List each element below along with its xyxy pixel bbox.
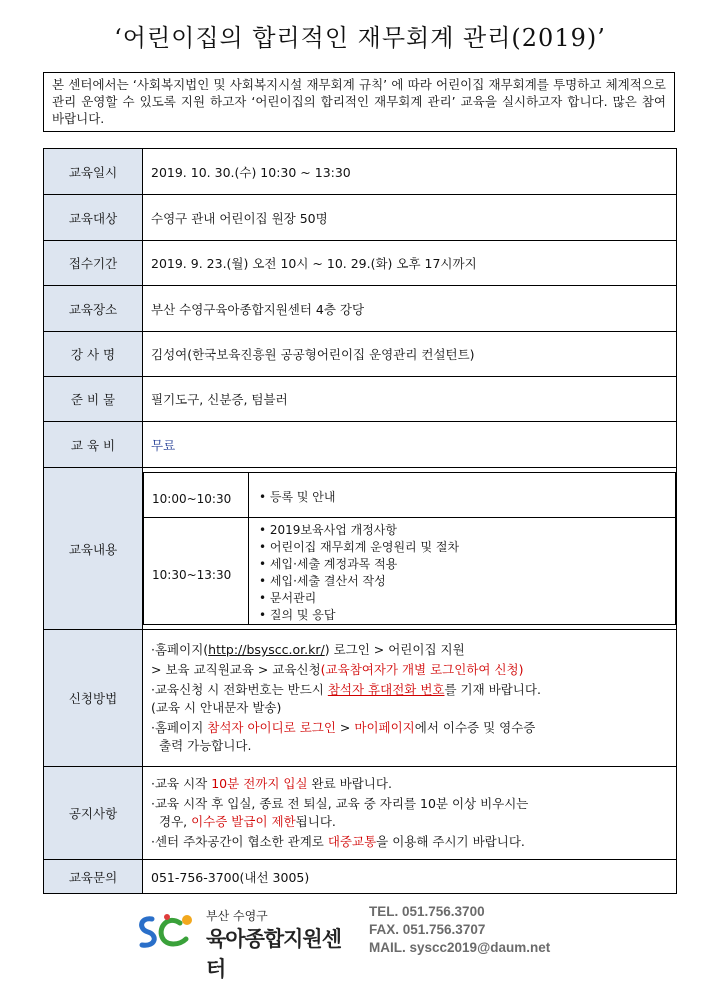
apply-text: ·교육신청 시 전화번호는 반드시 xyxy=(151,682,328,697)
notice-line-4 xyxy=(151,833,668,851)
session-item: • 세입·세출 계정과목 적용 xyxy=(259,556,675,573)
apply-text: > xyxy=(335,720,355,735)
value-supplies: 필기도구, 신분증, 텀블러 xyxy=(143,377,677,422)
session-items xyxy=(249,518,676,625)
row-lecturer xyxy=(44,332,677,377)
row-apply xyxy=(44,630,677,767)
apply-highlight: 마이페이지 xyxy=(354,720,415,735)
label-fee: 교 육 비 xyxy=(44,422,143,468)
notice-text: ·교육 시작 xyxy=(151,776,212,791)
row-inquiry xyxy=(44,860,677,894)
session-item: • 세입·세출 결산서 작성 xyxy=(259,573,675,590)
label-lecturer: 강 사 명 xyxy=(44,332,143,377)
apply-text: ·홈페이지( xyxy=(151,642,209,657)
logo-small-text: 부산 수영구 xyxy=(206,909,268,923)
apply-highlight: 참석자 휴대전화 번호 xyxy=(327,682,445,697)
label-date: 교육일시 xyxy=(44,149,143,195)
label-target: 교육대상 xyxy=(44,195,143,241)
apply-line-2 xyxy=(151,661,668,679)
notice-text: 을 이용해 주시기 바랍니다. xyxy=(376,834,525,849)
apply-highlight: (교육참여자가 개별 로그인하여 신청) xyxy=(320,662,524,677)
apply-line-1 xyxy=(151,641,668,659)
label-supplies: 준 비 물 xyxy=(44,377,143,422)
notice-highlight: 10분 전까지 입실 xyxy=(211,776,308,791)
row-target xyxy=(44,195,677,241)
notice-highlight: 대중교통 xyxy=(327,834,377,849)
contact-block xyxy=(369,903,550,957)
label-period: 접수기간 xyxy=(44,241,143,286)
notice-highlight: 이수증 발급이 제한 xyxy=(191,814,296,829)
label-place: 교육장소 xyxy=(44,286,143,332)
apply-line-5 xyxy=(151,719,668,737)
value-lecturer: 김성여(한국보육진흥원 공공형어린이집 운영관리 컨설턴트) xyxy=(143,332,677,377)
apply-line-4: (교육 시 안내문자 발송) xyxy=(151,700,282,715)
contact-mail: MAIL. syscc2019@daum.net xyxy=(369,940,551,955)
apply-line-6: 출력 가능합니다. xyxy=(159,738,252,753)
session-item: • 2019보육사업 개정사항 xyxy=(259,522,675,539)
notice-line-2: ·교육 시작 후 입실, 종료 전 퇴실, 교육 중 자리를 10분 이상 비우시는 xyxy=(151,796,529,811)
session-items xyxy=(249,473,676,518)
session-row xyxy=(144,518,676,625)
row-notice xyxy=(44,767,677,860)
center-logo xyxy=(136,905,356,981)
notice-text: 완료 바랍니다. xyxy=(307,776,392,791)
page-title: ‘어린이집의 합리적인 재무회계 관리(2019)’ xyxy=(114,24,606,52)
label-apply: 신청방법 xyxy=(44,630,143,767)
value-inquiry: 051-756-3700(내선 3005) xyxy=(143,860,677,894)
apply-cell xyxy=(143,630,677,767)
label-inquiry: 교육문의 xyxy=(44,860,143,894)
notice-cell xyxy=(143,767,677,860)
apply-text: ·홈페이지 xyxy=(151,720,208,735)
session-row xyxy=(144,473,676,518)
row-period xyxy=(44,241,677,286)
logo-big-text: 육아종합지원센터 xyxy=(206,927,342,981)
notice-text: 됩니다. xyxy=(295,814,336,829)
label-content: 교육내용 xyxy=(44,468,143,630)
value-date: 2019. 10. 30.(수) 10:30 ~ 13:30 xyxy=(143,149,677,195)
row-fee xyxy=(44,422,677,468)
value-fee: 무료 xyxy=(143,422,677,468)
session-item: • 어린이집 재무회계 운영원리 및 절차 xyxy=(259,539,675,556)
info-table xyxy=(43,148,677,894)
session-item: • 등록 및 안내 xyxy=(259,489,675,506)
contact-tel: TEL. 051.756.3700 xyxy=(369,904,485,919)
row-date xyxy=(44,149,677,195)
apply-text: 에서 이수증 및 영수증 xyxy=(414,720,536,735)
value-target: 수영구 관내 어린이집 원장 50명 xyxy=(143,195,677,241)
contact-fax: FAX. 051.756.3707 xyxy=(369,922,486,937)
scc-logo-icon xyxy=(136,911,198,951)
row-place xyxy=(44,286,677,332)
intro-box: 본 센터에서는 ‘사회복지법인 및 사회복지시설 재무회계 규칙’ 에 따라 어린이집 재무회계를 투명하고 체계적으로 관리 운영할 수 있도록 지원 하고자 ‘어린이집의 합리적인 재무회계 관리’ 교육을 실시하고자 합니다. 많은 참여 바랍니다. xyxy=(43,72,675,132)
apply-line-3 xyxy=(151,681,668,699)
row-content xyxy=(44,468,677,630)
notice-text: 경우, xyxy=(159,814,192,829)
session-item: • 문서관리 xyxy=(259,590,675,607)
notice-line-3 xyxy=(151,813,668,831)
value-place: 부산 수영구육아종합지원센터 4층 강당 xyxy=(143,286,677,332)
value-period: 2019. 9. 23.(월) 오전 10시 ~ 10. 29.(화) 오후 17시까지 xyxy=(143,241,677,286)
session-time: 10:30~13:30 xyxy=(144,518,249,625)
apply-text: ) 로그인 > 어린이집 지원 xyxy=(324,642,465,657)
label-notice: 공지사항 xyxy=(44,767,143,860)
content-schedule xyxy=(143,472,676,625)
row-supplies xyxy=(44,377,677,422)
session-time: 10:00~10:30 xyxy=(144,473,249,518)
session-item: • 질의 및 응답 xyxy=(259,607,675,624)
apply-text: 를 기재 바랍니다. xyxy=(444,682,541,697)
apply-text: > 보육 교직원교육 > 교육신청 xyxy=(151,662,321,677)
homepage-link[interactable]: http://bsyscc.or.kr/ xyxy=(208,642,325,657)
content-cell xyxy=(143,468,677,630)
apply-highlight: 참석자 아이디로 로그인 xyxy=(207,720,336,735)
notice-line-1 xyxy=(151,775,668,793)
notice-text: ·센터 주차공간이 협소한 관계로 xyxy=(151,834,328,849)
